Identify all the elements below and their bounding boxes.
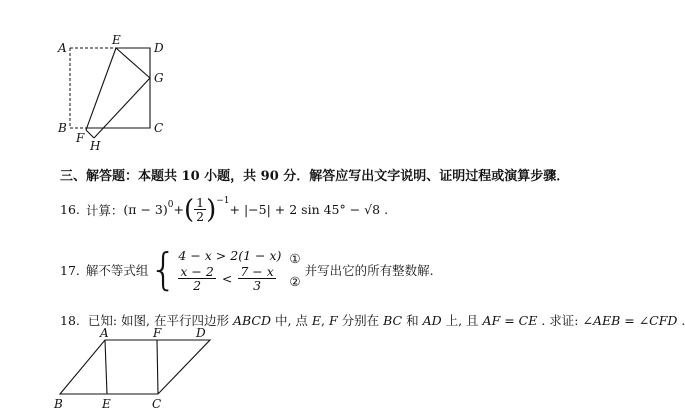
label-b: B	[54, 397, 63, 411]
label-b: B	[58, 121, 67, 135]
q17-marker-2: ②	[289, 274, 301, 290]
q18-text-b: 中, 点	[271, 313, 312, 328]
q17-inequality-1: 4 − x > 2(1 − x)	[178, 248, 282, 263]
q18-text-d: 上, 且	[441, 313, 483, 328]
q18-text-c: 分别在	[337, 313, 384, 328]
label-f: F	[76, 131, 85, 145]
q16-frac-den: 2	[196, 209, 205, 225]
q16-frac-num: 1	[196, 195, 205, 210]
q17-less-than: <	[221, 271, 233, 287]
segment-gh	[94, 78, 150, 138]
q18-abcd: ABCD	[232, 313, 272, 328]
label-e: E	[102, 397, 111, 411]
question-17	[60, 244, 434, 296]
q18-text-e: . 求证:	[537, 313, 583, 328]
q16-frac-exp: −1	[216, 196, 230, 206]
q16-term-pi: (π − 3)	[123, 202, 168, 218]
q18-point-f: F	[329, 313, 338, 328]
q16-paren-open: (	[183, 194, 195, 225]
q18-text-a: 已知: 如图, 在平行四边形	[87, 313, 233, 328]
q18-and: 和	[402, 313, 423, 328]
q17-frac-left-num: x − 2	[180, 264, 214, 279]
q18-end: .	[677, 313, 685, 328]
q16-plus: +	[173, 202, 184, 218]
q17-number: 17.	[60, 262, 80, 278]
figure-fold-rectangle	[50, 30, 180, 160]
q16-rest: + |−5| + 2 sin 45° − √8 .	[229, 202, 389, 218]
segment-fc	[157, 340, 158, 394]
q16-prompt: 计算：	[85, 202, 124, 218]
q17-markers	[289, 251, 300, 289]
label-a: A	[100, 326, 109, 340]
fold-line-ef	[86, 48, 116, 130]
q18-conclusion: ∠AEB = ∠CFD	[582, 313, 678, 328]
q17-frac-left	[178, 265, 215, 292]
q17-frac-left-den: 2	[193, 278, 202, 294]
label-h: H	[90, 139, 101, 153]
q18-ad: AD	[422, 313, 442, 328]
q17-suffix: 并写出它的所有整数解.	[304, 263, 434, 279]
parallelogram-abcd	[60, 340, 210, 394]
label-c: C	[152, 397, 162, 411]
label-e: E	[112, 33, 121, 47]
question-16	[60, 196, 388, 223]
q17-inequality-2	[178, 265, 281, 292]
q17-frac-right-num: 7 − x	[240, 264, 274, 279]
q18-point-e: E	[311, 313, 322, 328]
q16-term-pi-exp: 0	[167, 200, 174, 210]
q17-marker-1: ①	[289, 251, 301, 267]
label-d: D	[196, 326, 206, 340]
q17-system	[178, 248, 281, 292]
q17-brace: {	[149, 244, 178, 296]
segment-fh	[86, 130, 94, 138]
q17-frac-right	[238, 265, 275, 292]
figure-parallelogram	[50, 326, 230, 415]
q17-frac-right-den: 3	[253, 278, 262, 294]
segment-ae	[105, 340, 107, 394]
q18-condition: AF = CE	[482, 313, 538, 328]
segment-eg	[116, 48, 150, 78]
section-title: 三、解答题：本题共 10 小题，共 90 分．解答应写出文字说明、证明过程或演算步骤．	[60, 169, 570, 184]
q16-paren-close: )	[206, 194, 217, 225]
q16-number: 16.	[60, 202, 80, 218]
q16-fraction	[194, 196, 206, 223]
q18-comma: ,	[321, 313, 329, 328]
label-d: D	[154, 41, 164, 55]
label-c: C	[154, 121, 164, 135]
q18-bc: BC	[383, 313, 403, 328]
q17-prompt: 解不等式组	[85, 263, 149, 279]
label-a: A	[58, 41, 67, 55]
label-g: G	[154, 71, 164, 85]
label-f: F	[153, 326, 162, 340]
q18-number: 18.	[60, 313, 80, 328]
